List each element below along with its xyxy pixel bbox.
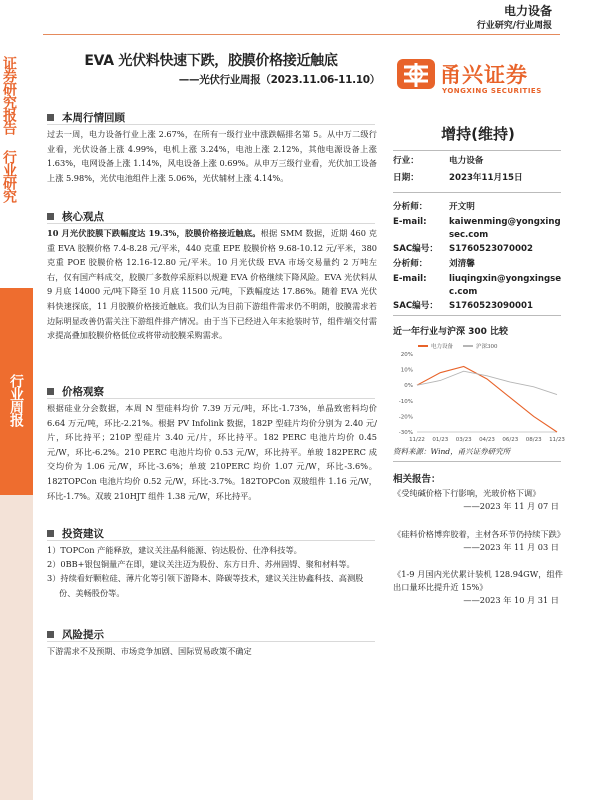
y-tick-label: -20% bbox=[398, 414, 413, 421]
rating: 增持(维持) bbox=[441, 125, 515, 143]
related-heading: 相关报告： bbox=[393, 474, 441, 485]
x-tick-label: 01/23 bbox=[432, 437, 449, 443]
section-divider bbox=[47, 641, 375, 642]
sidebar-label-research-report: 证券研究报告 bbox=[1, 56, 17, 134]
y-tick-label: 20% bbox=[400, 352, 413, 358]
legend-item: 沪深300 bbox=[463, 342, 498, 350]
list-item: 1）TOPCon 产能释放，建议关注晶科能源、钧达股份、仕净科技等。 bbox=[47, 545, 302, 555]
x-tick-label: 03/23 bbox=[455, 437, 472, 443]
square-bullet-icon bbox=[47, 213, 54, 220]
x-tick-label: 06/23 bbox=[502, 437, 519, 443]
review-paragraph: 过去一周，电力设备行业上涨 2.67%，在所有一级行业中涨跌幅排名第 5。从中万二级行业看，光伏设备上涨 4.99%，电机上涨 3.24%，电池上涨 2.12%，其他电源设备上涨 1.63%，电网设备上涨 1.14%，风电设备上涨 0.69%。从申万三级行业看，光伏加工设备上涨 5.98%，光伏电池组件上涨 5.06%，光伏辅材上涨 4.14%。 bbox=[47, 129, 377, 183]
related-item[interactable] bbox=[393, 487, 563, 513]
risk-paragraph: 下游需求不及预期、市场竞争加剧、国际贸易政策不确定 bbox=[47, 646, 252, 656]
related-item[interactable] bbox=[393, 528, 563, 554]
section-divider bbox=[47, 223, 375, 224]
sidebar bbox=[0, 38, 33, 800]
info-divider bbox=[393, 150, 561, 151]
brand-name: 甬兴证券 bbox=[440, 63, 528, 87]
y-tick-label: -30% bbox=[398, 430, 413, 436]
related-title[interactable]: 《1-9 月国内光伏累计装机 128.94GW，组件出口量环比提升近 15%》 bbox=[393, 569, 563, 592]
core-paragraph bbox=[47, 226, 377, 343]
email-link[interactable]: kaiwenming@yongxingsec.com bbox=[449, 217, 561, 240]
price-paragraph: 根据硅业分会数据，本周 N 型硅料均价 7.39 万元/吨，环比-1.73%，单晶致密料均价 6.64 万元/吨，环比-2.21%。根据 PV Infolink 数据，182P 型硅片均价分别为 2.40 元/片，环比持平；210P 型硅片 3.40 元/片，环比持平。182 PERC 电池片均价 0.45 元/W，环比-6.2%。210 PERC 电池片均价 0.53 元/W，环比持平。单玻 182PERC 成交均价为 1.06 元/W，环比-3.6%；单玻 210PERC 均价 1.07 元/W，环比-3.6%。182TOPCon 电池片均价 0.52 元/W，环比-3.7%。182TOPCon 双玻组件 1.16 元/W，环比-1.7%。双玻 210HJT 组件 1.38 元/W，环比持平。 bbox=[47, 403, 377, 501]
invest-list bbox=[47, 543, 377, 600]
list-item: 3）持续看好颗粒硅、薄片化等引领下游降本、降碳等技术，建议关注协鑫科技、高测股份、美畅股份等。 bbox=[47, 573, 364, 598]
section-divider bbox=[47, 540, 375, 541]
related-date: ——2023 年 11 月 03 日 bbox=[463, 542, 559, 552]
section-heading-invest: 投资建议 bbox=[47, 526, 104, 541]
chart-title: 近一年行业与沪深 300 比较 bbox=[393, 327, 509, 337]
y-tick-label: -10% bbox=[398, 398, 413, 405]
sidebar-label-weekly: 行业周报 bbox=[8, 374, 24, 426]
sidebar-top bbox=[0, 38, 33, 288]
brand-logo-icon bbox=[396, 58, 436, 90]
related-date: ——2023 年 11 月 07 日 bbox=[463, 501, 559, 511]
section-heading-core: 核心观点 bbox=[47, 209, 104, 224]
legend-swatch-1 bbox=[463, 345, 473, 347]
legend-swatch-0 bbox=[418, 345, 428, 347]
header-divider bbox=[43, 34, 560, 35]
x-tick-label: 08/23 bbox=[525, 437, 542, 443]
header-category: 电力设备 bbox=[503, 4, 552, 18]
related-item[interactable] bbox=[393, 568, 563, 607]
brand-logo bbox=[396, 58, 556, 98]
info-divider bbox=[393, 461, 561, 462]
section-divider bbox=[47, 124, 375, 125]
comparison-chart bbox=[393, 348, 565, 448]
sidebar-label-industry-research: 行业研究 bbox=[1, 150, 17, 202]
list-item: 2）0BB+银包铜量产在即，建议关注迈为股份、东方日升、苏州固锝、聚和材料等。 bbox=[47, 559, 355, 570]
square-bullet-icon bbox=[47, 388, 54, 395]
square-bullet-icon bbox=[47, 114, 54, 121]
square-bullet-icon bbox=[47, 530, 54, 537]
square-bullet-icon bbox=[47, 631, 54, 638]
sidebar-bottom bbox=[0, 495, 33, 800]
y-tick-label: 0% bbox=[404, 383, 413, 390]
x-tick-label: 04/23 bbox=[479, 437, 495, 443]
sidebar-mid bbox=[0, 288, 33, 495]
related-title[interactable]: 《受纯碱价格下行影响，光玻价格下调》 bbox=[393, 488, 541, 498]
series-line-1 bbox=[417, 371, 557, 394]
core-text: 根据 SMM 数据，近期 460 克重 EVA 胶膜价格 7.4-8.28 元/平米，440 克重 EPE 胶膜价格 9.68-10.12 元/平米，380 克重 POE 胶膜价格 12.16-12.80 元/平米。10 月光伏级 EVA 市场交易量约 2 万吨左右，仅有国产料成交，胶膜厂多数停采原料以规避 EVA 价格继续下降风险。EVA 光伏料从 9 月底 14000 元/吨下降至 10 月底 11500 元/吨，下跌幅度达 17.86%。随着 EVA 光伏料快速探底，11 月胶膜价格接近触底。我们认为目前下游组件需求仍不明朗，胶膜需求若边际明显改善仍需关注下游组件排产情况。由于当下已经进入年末抢装时节，组件端交付需求提高叠加胶膜价格低位或将带动胶膜采购需求。 bbox=[47, 228, 377, 341]
related-date: ——2023 年 10 月 31 日 bbox=[463, 595, 559, 605]
email-link[interactable]: liuqingxin@yongxingsec.com bbox=[449, 274, 562, 297]
legend-item: 电力设备 bbox=[418, 342, 453, 350]
core-lead: 10 月光伏胶膜下跌幅度达 19.3%，胶膜价格接近触底。 bbox=[47, 228, 261, 238]
section-heading-risk: 风险提示 bbox=[47, 627, 104, 642]
report-title: EVA 光伏料快速下跌，胶膜价格接近触底 bbox=[84, 53, 338, 69]
report-subtitle: ——光伏行业周报（2023.11.06-11.10） bbox=[178, 74, 380, 86]
x-tick-label: 11/22 bbox=[409, 437, 425, 443]
brand-english: YONGXING SECURITIES bbox=[442, 87, 542, 95]
section-heading-review: 本周行情回顾 bbox=[47, 110, 125, 125]
section-heading-price: 价格观察 bbox=[47, 384, 104, 399]
y-tick-label: 10% bbox=[400, 367, 413, 374]
series-line-0 bbox=[417, 367, 557, 433]
header-report-type: 行业研究/行业周报 bbox=[476, 21, 552, 31]
section-divider bbox=[47, 398, 375, 399]
info-divider bbox=[393, 192, 561, 193]
chart-source: 资料来源：Wind，甬兴证券研究所 bbox=[393, 447, 511, 456]
x-tick-label: 11/23 bbox=[549, 437, 565, 443]
info-divider bbox=[393, 315, 561, 316]
page-header bbox=[0, 0, 600, 36]
related-title[interactable]: 《硅料价格博弈胶着，主材各环节仍持续下跌》 bbox=[393, 529, 565, 539]
